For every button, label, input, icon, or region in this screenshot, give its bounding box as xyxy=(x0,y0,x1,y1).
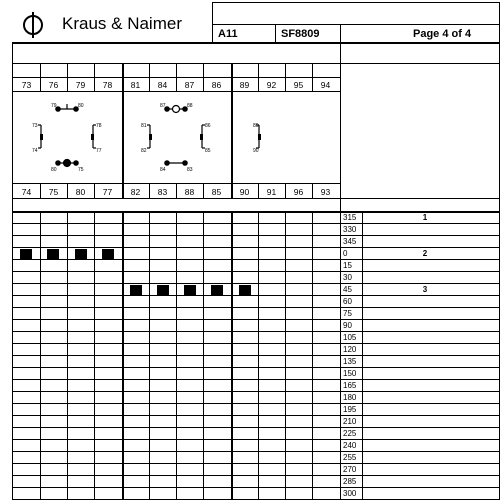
terminal-number: 79 xyxy=(75,80,86,90)
terminal-number: 91 xyxy=(266,187,277,197)
closed-mark xyxy=(184,285,196,296)
angle-label: 300 xyxy=(343,489,357,498)
angle-label: 150 xyxy=(343,369,357,378)
position-label-2: 2 xyxy=(422,249,428,258)
angle-label: 90 xyxy=(343,321,352,330)
terminal-number: 89 xyxy=(239,80,250,90)
terminal-number: 96 xyxy=(293,187,304,197)
terminal-number: 75 xyxy=(48,187,59,197)
angle-label: 30 xyxy=(343,273,352,282)
contact-label: 83 xyxy=(187,167,193,173)
contact-group-2 xyxy=(147,106,205,166)
closed-mark xyxy=(211,285,223,296)
angle-label: 195 xyxy=(343,405,357,414)
angle-label: 0 xyxy=(343,249,348,258)
angle-label: 345 xyxy=(343,237,357,246)
contact-label: 79 xyxy=(51,103,57,109)
angle-label: 225 xyxy=(343,429,357,438)
terminal-number: 95 xyxy=(293,80,304,90)
contact-label: 81 xyxy=(141,123,147,129)
angle-label: 105 xyxy=(343,333,357,342)
contact-label: 89 xyxy=(253,123,259,129)
angle-label: 15 xyxy=(343,261,352,270)
closed-mark xyxy=(47,249,59,260)
contact-diagram xyxy=(12,92,340,182)
angle-label: 75 xyxy=(343,309,352,318)
closed-mark xyxy=(157,285,169,296)
contact-label: 87 xyxy=(160,103,166,109)
contact-label: 74 xyxy=(32,148,38,154)
contact-label: 90 xyxy=(253,148,259,154)
contact-label: 75 xyxy=(78,167,84,173)
contact-group-1 xyxy=(38,104,96,167)
contact-label: 88 xyxy=(187,103,193,109)
angle-label: 135 xyxy=(343,357,357,366)
terminal-number: 84 xyxy=(157,80,168,90)
contact-label: 82 xyxy=(141,148,147,154)
terminal-number: 87 xyxy=(184,80,195,90)
terminal-number: 85 xyxy=(211,187,222,197)
angle-label: 285 xyxy=(343,477,357,486)
closed-mark xyxy=(102,249,114,260)
contact-label: 80 xyxy=(78,103,84,109)
terminal-number: 92 xyxy=(266,80,277,90)
drawing-number: SF8809 xyxy=(281,28,320,40)
terminal-number: 81 xyxy=(130,80,141,90)
terminal-number: 74 xyxy=(21,187,32,197)
angle-label: 210 xyxy=(343,417,357,426)
angle-label: 315 xyxy=(343,213,357,222)
angle-label: 45 xyxy=(343,285,352,294)
terminal-number: 78 xyxy=(102,80,113,90)
contact-label: 86 xyxy=(205,123,211,129)
terminal-number: 77 xyxy=(102,187,113,197)
terminal-number: 90 xyxy=(239,187,250,197)
angle-label: 120 xyxy=(343,345,357,354)
terminal-number: 94 xyxy=(320,80,331,90)
angle-label: 180 xyxy=(343,393,357,402)
closed-mark xyxy=(239,285,251,296)
contact-label: 78 xyxy=(96,123,102,129)
terminal-number: 86 xyxy=(211,80,222,90)
angle-label: 270 xyxy=(343,465,357,474)
position-label-3: 3 xyxy=(422,285,428,294)
contact-label: 84 xyxy=(160,167,166,173)
terminal-number: 82 xyxy=(130,187,141,197)
angle-label: 60 xyxy=(343,297,352,306)
contact-label: 80 xyxy=(51,167,57,173)
closed-mark xyxy=(75,249,87,260)
terminal-number: 80 xyxy=(75,187,86,197)
contact-label: 73 xyxy=(32,123,38,129)
angle-label: 255 xyxy=(343,453,357,462)
angle-label: 240 xyxy=(343,441,357,450)
angle-label: 165 xyxy=(343,381,357,390)
position-label-1: 1 xyxy=(422,213,428,222)
closed-mark xyxy=(130,285,142,296)
brand-name: Kraus & Naimer xyxy=(62,14,182,33)
contact-label: 77 xyxy=(96,148,102,154)
angle-label: 330 xyxy=(343,225,357,234)
contact-label: 85 xyxy=(205,148,211,154)
terminal-number: 73 xyxy=(21,80,32,90)
closed-mark xyxy=(20,249,32,260)
page-indicator: Page 4 of 4 xyxy=(413,28,472,40)
series-label: A11 xyxy=(218,28,238,40)
terminal-number: 83 xyxy=(157,187,168,197)
terminal-number: 88 xyxy=(184,187,195,197)
phi-logo-icon xyxy=(20,11,50,39)
terminal-number: 76 xyxy=(48,80,59,90)
terminal-number: 93 xyxy=(320,187,331,197)
